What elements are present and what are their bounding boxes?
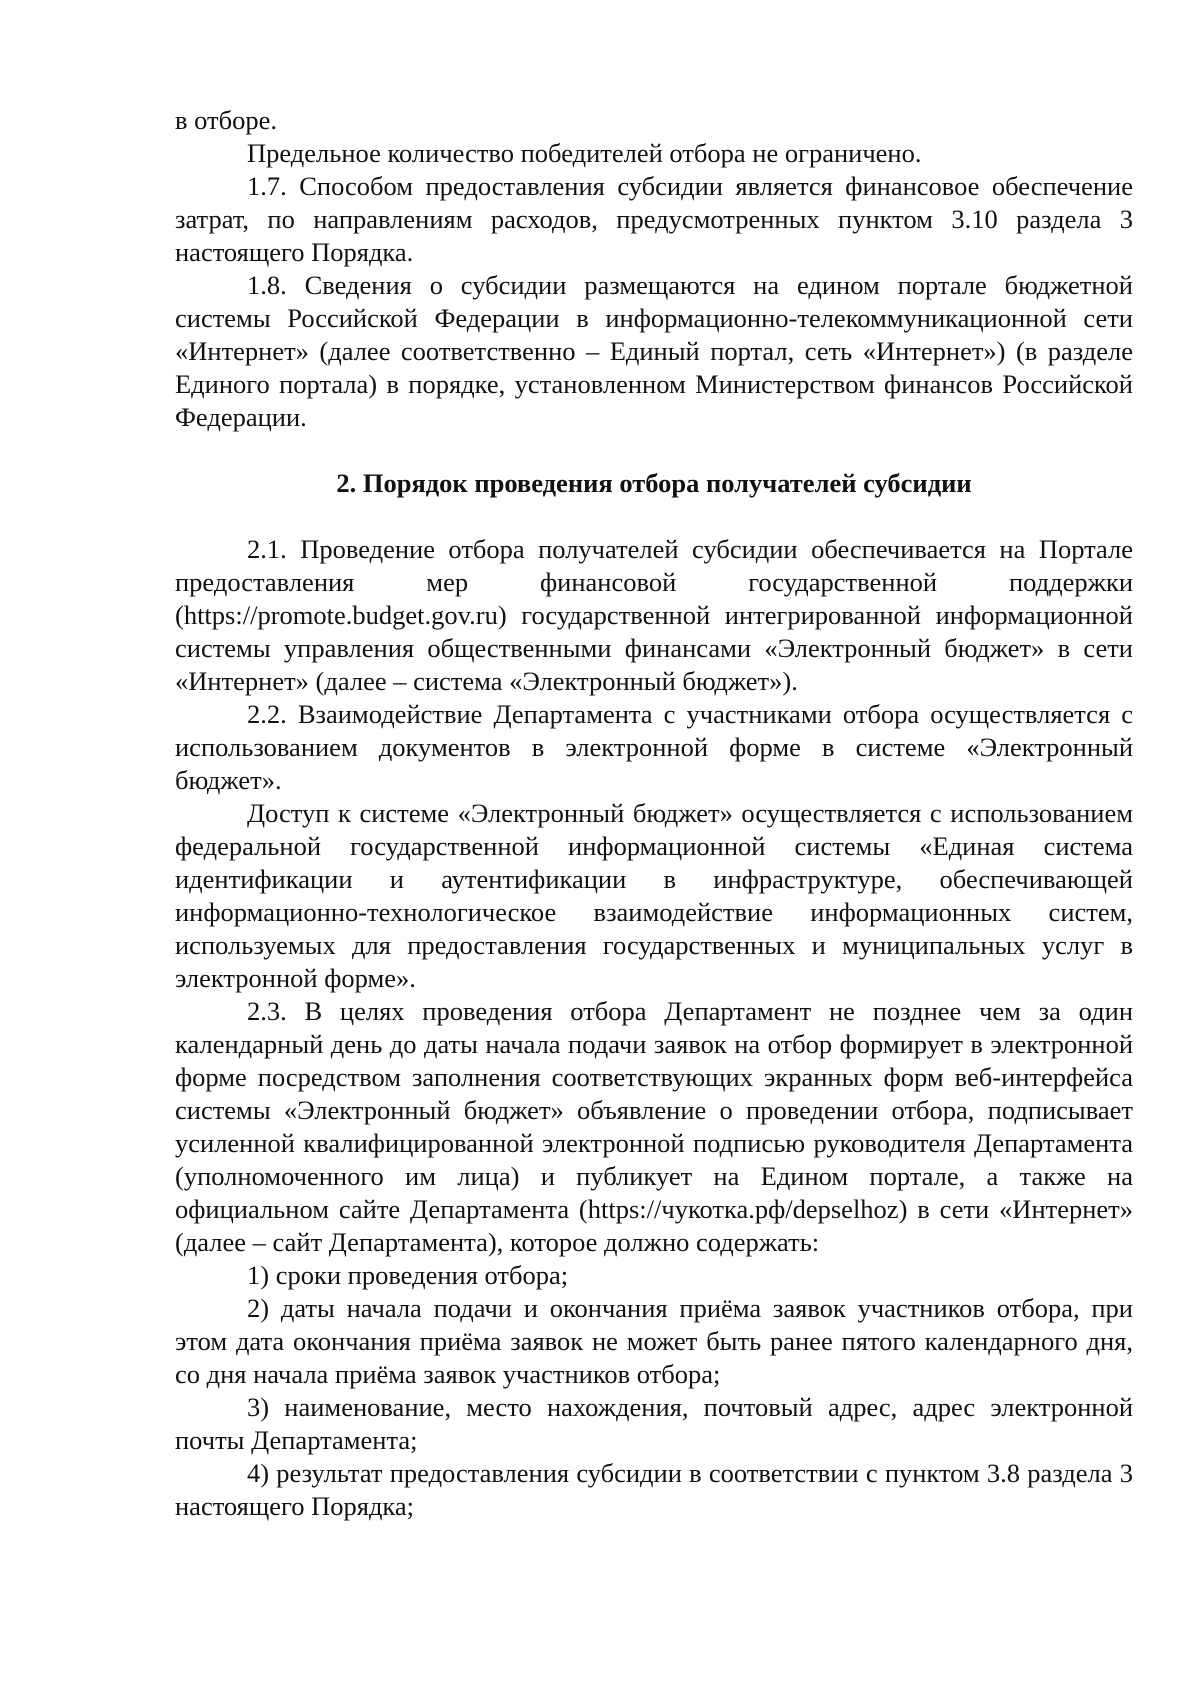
section-heading: 2. Порядок проведения отбора получателей субсидии [336, 468, 972, 498]
paragraph-winners-limit: Предельное количество победителей отбора не ограничено. [247, 138, 922, 168]
document-body [175, 104, 1133, 1523]
list-item-2: 2) даты начала подачи и окончания приёма заявок участников отбора, при этом дата окончания приёма заявок не может быть ранее пятого календарного дня, со дня начала приёма заявок участников отбора; [175, 1293, 1133, 1389]
list-item-1: 1) сроки проведения отбора; [247, 1260, 569, 1290]
paragraph-continuation: в отборе. [175, 105, 277, 135]
list-item-3: 3) наименование, место нахождения, почтовый адрес, адрес электронной почты Департамента; [175, 1392, 1133, 1455]
paragraph-1-7: 1.7. Способом предоставления субсидии является финансовое обеспечение затрат, по направлениям расходов, предусмотренных пунктом 3.10 раздела 3 настоящего Порядка. [175, 171, 1133, 267]
paragraph-2-2: 2.2. Взаимодействие Департамента с участниками отбора осуществляется с использованием документов в электронной форме в системе «Электронный бюджет». [175, 699, 1133, 795]
paragraph-access: Доступ к системе «Электронный бюджет» осуществляется с использованием федеральной государственной информационной системы «Единая система идентификации и аутентификации в инфраструктуре, обеспечивающей информационно-технологическое взаимодействие информационных систем, используемых для предоставления государственных и муниципальных услуг в электронной форме». [175, 798, 1133, 993]
paragraph-2-1: 2.1. Проведение отбора получателей субсидии обеспечивается на Портале предоставления мер финансовой государственной поддержки (https://promote.budget.gov.ru) государственной интегрированной информационной системы управления общественными финансами «Электронный бюджет» в сети «Интернет» (далее – система «Электронный бюджет»). [175, 534, 1133, 696]
paragraph-1-8: 1.8. Сведения о субсидии размещаются на едином портале бюджетной системы Российской Федерации в информационно-телекоммуникационной сети «Интернет» (далее соответственно – Единый портал, сеть «Интернет») (в разделе Единого портала) в порядке, установленном Министерством финансов Российской Федерации. [175, 270, 1133, 432]
paragraph-2-3: 2.3. В целях проведения отбора Департамент не позднее чем за один календарный день до даты начала подачи заявок на отбор формирует в электронной форме посредством заполнения соответствующих экранных форм веб-интерфейса системы «Электронный бюджет» объявление о проведении отбора, подписывает усиленной квалифицированной электронной подписью руководителя Департамента (уполномоченного им лица) и публикует на Едином портале, а также на официальном сайте Департамента (https://чукотка.рф/depselhoz) в сети «Интернет» (далее – сайт Департамента), которое должно содержать: [175, 996, 1133, 1257]
list-item-4: 4) результат предоставления субсидии в соответствии с пунктом 3.8 раздела 3 настоящего Порядка; [175, 1458, 1133, 1521]
